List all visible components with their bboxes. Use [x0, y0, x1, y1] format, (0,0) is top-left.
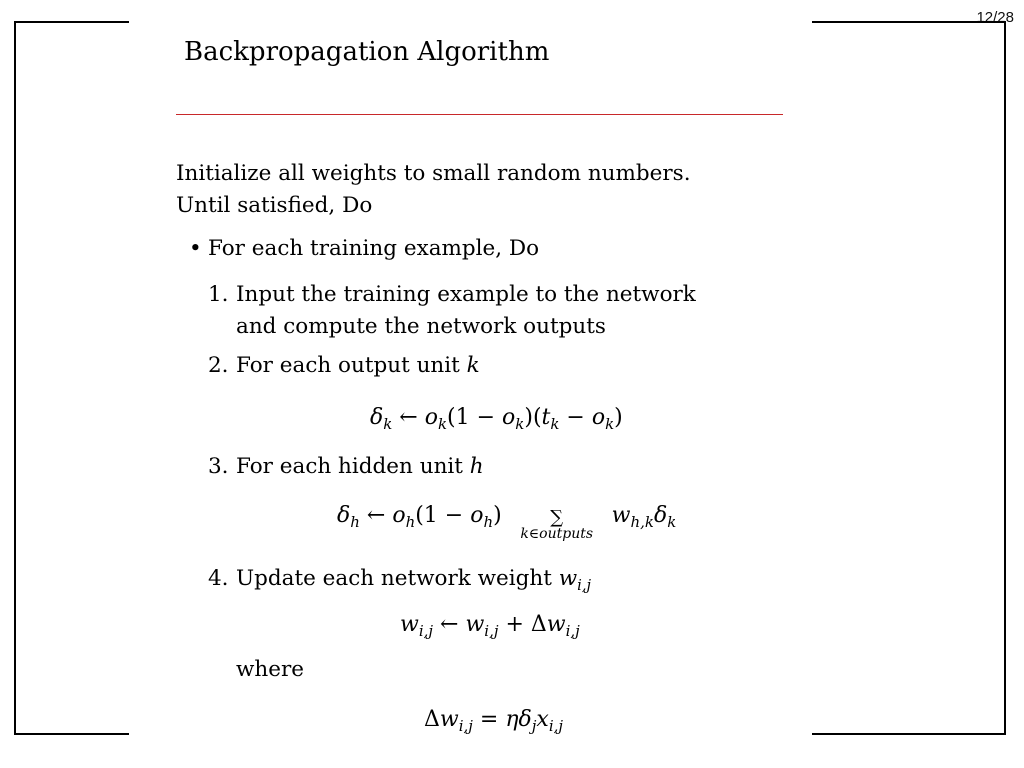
bullet-text: For each training example, Do [208, 236, 540, 261]
step-4-text: Update each network weight $w_{i,j}$ [236, 566, 591, 595]
title-divider [176, 114, 783, 115]
step-4-number: 4. [208, 566, 229, 591]
weight-update-equation: $w_{i,j}$ ← $w_{i,j} + \Delta w_{i,j}$ [400, 612, 580, 641]
step-1-number: 1. [208, 282, 229, 307]
summation-symbol: ∑ k∈outputs [520, 507, 594, 542]
step-3-number: 3. [208, 454, 229, 479]
bullet-marker: • [189, 236, 202, 261]
step-3-text: For each hidden unit h [236, 454, 484, 479]
where-label: where [236, 657, 304, 682]
hidden-delta-equation: $\delta_h$ ← $o_h(1 - o_h)$ ∑ k∈outputs $w_{h,k}\delta_k$ [337, 503, 677, 542]
step-1-line-2: and compute the network outputs [236, 314, 606, 339]
output-delta-equation: $\delta_k$ ← $o_k(1 - o_k)(t_k - o_k)$ [370, 405, 623, 434]
slide-title: Backpropagation Algorithm [184, 37, 550, 67]
page-number: 12/28 [976, 9, 1014, 26]
step-2-text: For each output unit k [236, 353, 480, 378]
intro-line-1: Initialize all weights to small random numbers. [176, 161, 691, 186]
delta-weight-equation: $\Delta w_{i,j} = \eta\delta_jx_{i,j}$ [424, 707, 564, 736]
step-2-number: 2. [208, 353, 229, 378]
step-1-line-1: Input the training example to the network [236, 282, 696, 307]
intro-line-2: Until satisfied, Do [176, 193, 373, 218]
